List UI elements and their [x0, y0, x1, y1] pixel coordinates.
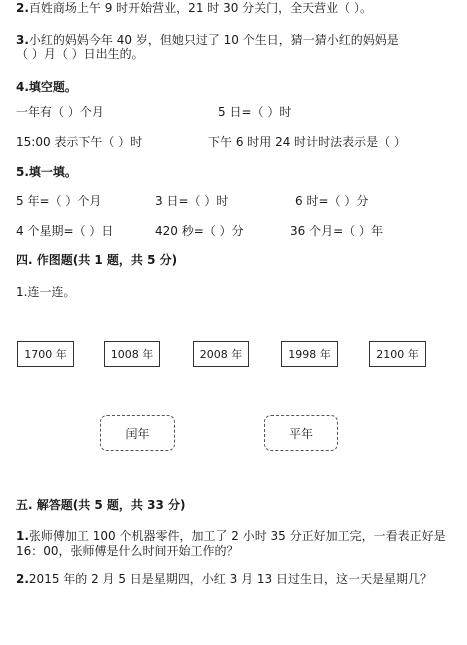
- question-text: 2015 年的 2 月 5 日是星期四，小红 3 月 13 日过生日，这一天是星期几？: [28, 572, 432, 586]
- question-number: 2.: [16, 572, 29, 586]
- fill-blank: 3 日=（ ）时: [155, 194, 229, 208]
- fill-blank: 420 秒=（ ）分: [155, 224, 244, 238]
- question-number: 1.: [16, 529, 29, 543]
- year-box-1998[interactable]: 1998 年: [281, 341, 338, 367]
- fill-blank: 一年有（ ）个月: [16, 105, 104, 119]
- question-number: 2.: [16, 1, 29, 15]
- question-3-line-2: （ ）月（ ）日出生的。: [16, 47, 144, 61]
- question-text: 小红的妈妈今年 40 岁，但她只过了 10 个生日，猜一猜小红的妈妈是: [28, 33, 399, 47]
- year-box-2100[interactable]: 2100 年: [369, 341, 426, 367]
- fill-blank: 6 时=（ ）分: [295, 194, 369, 208]
- answer-question-1-line-2: 16：00，张师傅是什么时间开始工作的？: [16, 544, 239, 558]
- question-2: [16, 0, 372, 16]
- connect-question-title: 1.连一连。: [16, 285, 76, 299]
- fill-blank: 36 个月=（ ）年: [290, 224, 383, 238]
- year-box-1700[interactable]: 1700 年: [17, 341, 74, 367]
- fill-blank: 15:00 表示下午（ ）时: [16, 135, 143, 149]
- answer-question-2: [16, 571, 432, 587]
- question-5-title: 5.填一填。: [16, 165, 77, 179]
- section-4-title: 四. 作图题(共 1 题，共 5 分): [16, 253, 178, 267]
- year-box-2008[interactable]: 2008 年: [193, 341, 249, 367]
- year-box-1008[interactable]: 1008 年: [104, 341, 160, 367]
- section-5-title: 五. 解答题(共 5 题，共 33 分): [16, 498, 186, 512]
- question-number: 3.: [16, 33, 29, 47]
- fill-blank: 4 个星期=（ ）日: [16, 224, 114, 238]
- question-text: 张师傅加工 100 个机器零件，加工了 2 小时 35 分正好加工完，一看表正好是: [28, 529, 446, 543]
- question-text: 百姓商场上午 9 时开始营业，21 时 30 分关门，全天营业（ ）。: [28, 1, 372, 15]
- fill-blank: 5 日=（ ）时: [218, 105, 292, 119]
- question-4-title: 4.填空题。: [16, 80, 77, 94]
- leap-year-box[interactable]: 闰年: [100, 415, 175, 451]
- fill-blank: 下午 6 时用 24 时计时法表示是（ ）: [208, 135, 406, 149]
- fill-blank: 5 年=（ ）个月: [16, 194, 102, 208]
- answer-question-1-line-1: [16, 528, 446, 544]
- common-year-box[interactable]: 平年: [264, 415, 338, 451]
